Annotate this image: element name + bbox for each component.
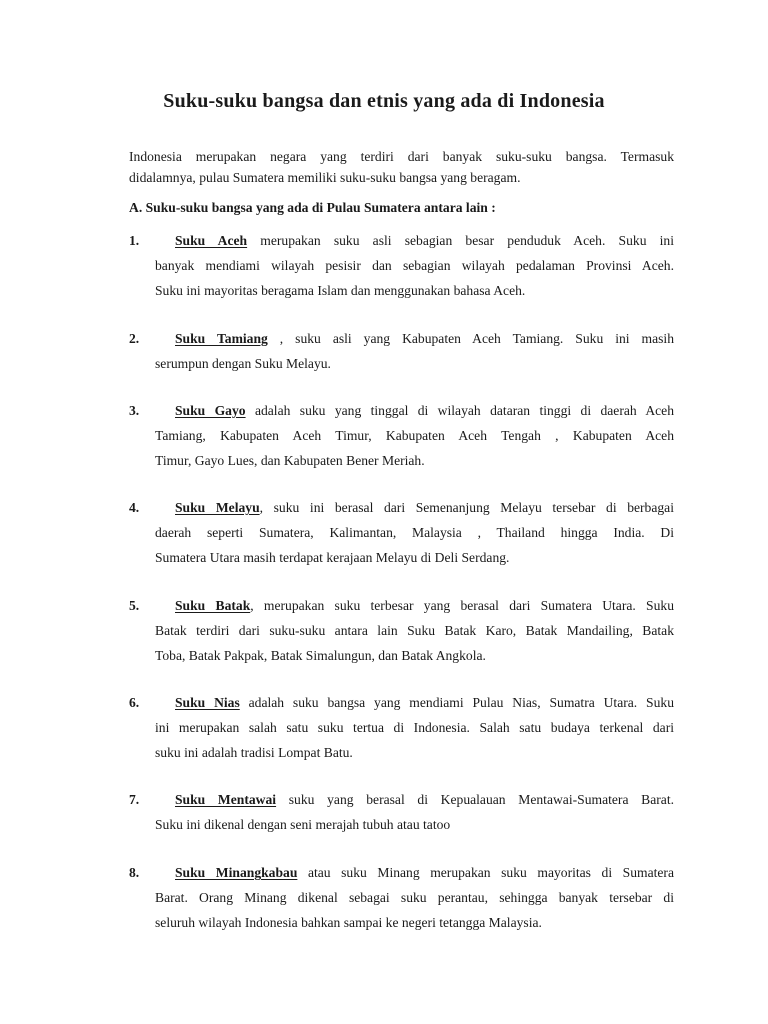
- list-item-text: [155, 860, 674, 935]
- list-item-number: 8.: [129, 865, 140, 880]
- list-item-line: seluruh wilayah Indonesia bahkan sampai ke negeri tetangga Malaysia.: [155, 915, 542, 930]
- list-item-line: banyak mendiami wilayah pesisir dan sebagian wilayah pedalaman Provinsi Aceh.: [155, 258, 674, 273]
- list-item: [129, 593, 674, 668]
- list-item-number: 1.: [129, 233, 140, 248]
- list-item-line: Sumatera Utara masih terdapat kerajaan Melayu di Deli Serdang.: [155, 550, 510, 565]
- list-item-line: Suku Minangkabau atau suku Minang merupakan suku mayoritas di Sumatera: [175, 865, 674, 880]
- list-item-line: Suku ini mayoritas beragama Islam dan menggunakan bahasa Aceh.: [155, 283, 526, 298]
- list-item: [129, 495, 674, 570]
- list-item-line: Suku Mentawai suku yang berasal di Kepualauan Mentawai-Sumatera Barat.: [175, 792, 675, 807]
- list-item-text: [155, 593, 674, 668]
- ethnic-group-term: Suku Batak: [175, 598, 251, 613]
- list-item-number: 4.: [129, 500, 140, 515]
- list-item: [129, 787, 674, 837]
- ethnic-group-term: Suku Melayu: [175, 500, 260, 515]
- list-item-line: Toba, Batak Pakpak, Batak Simalungun, dan Batak Angkola.: [155, 648, 486, 663]
- list-item-line: Timur, Gayo Lues, dan Kabupaten Bener Meriah.: [155, 453, 425, 468]
- list-item: [129, 860, 674, 935]
- list-item-text: [155, 326, 674, 376]
- list-item-number: 7.: [129, 792, 140, 807]
- list-item-text: [155, 787, 674, 837]
- list-item-line: daerah seperti Sumatera, Kalimantan, Malaysia , Thailand hingga India. Di: [155, 525, 674, 540]
- list-item-line: Suku Melayu, suku ini berasal dari Semenanjung Melayu tersebar di berbagai: [175, 500, 674, 515]
- list-item-line: Suku Nias adalah suku bangsa yang mendiami Pulau Nias, Sumatra Utara. Suku: [175, 695, 674, 710]
- list-item-line: Suku Tamiang , suku asli yang Kabupaten Aceh Tamiang. Suku ini masih: [175, 331, 675, 346]
- list-item-line: Suku Gayo adalah suku yang tinggal di wilayah dataran tinggi di daerah Aceh: [175, 403, 674, 418]
- ethnic-group-term: Suku Minangkabau: [175, 865, 298, 880]
- list-item: [129, 228, 674, 303]
- list-item-number: 3.: [129, 403, 140, 418]
- list-item-text: [155, 495, 674, 570]
- ethnic-group-term: Suku Mentawai: [175, 792, 277, 807]
- list-item-line: Barat. Orang Minang dikenal sebagai suku perantau, sehingga banyak tersebar di: [155, 890, 674, 905]
- list-item: [129, 690, 674, 765]
- list-item-number: 2.: [129, 331, 140, 346]
- list-item: [129, 398, 674, 473]
- list-item-text: [155, 398, 674, 473]
- intro-line: Indonesia merupakan negara yang terdiri dari banyak suku-suku bangsa. Termasuk: [129, 149, 674, 164]
- list-item-line: Suku Aceh merupakan suku asli sebagian besar penduduk Aceh. Suku ini: [175, 233, 674, 248]
- list-item-line: Suku ini dikenal dengan seni merajah tubuh atau tatoo: [155, 817, 451, 832]
- list-item-line: Tamiang, Kabupaten Aceh Timur, Kabupaten Aceh Tengah , Kabupaten Aceh: [155, 428, 674, 443]
- ethnic-group-term: Suku Aceh: [175, 233, 248, 248]
- list-item-text: [155, 228, 674, 303]
- list-item-text: [155, 690, 674, 765]
- list-item-line: suku ini adalah tradisi Lompat Batu.: [155, 745, 353, 760]
- list-item-line: ini merupakan salah satu suku tertua di Indonesia. Salah satu budaya terkenal dari: [155, 720, 674, 735]
- list-item-number: 6.: [129, 695, 140, 710]
- list-item: [129, 326, 674, 376]
- list-item-line: Suku Batak, merupakan suku terbesar yang berasal dari Sumatera Utara. Suku: [175, 598, 674, 613]
- intro-paragraph: [129, 146, 674, 188]
- intro-line: didalamnya, pulau Sumatera memiliki suku-suku bangsa yang beragam.: [129, 170, 521, 185]
- page-title: Suku-suku bangsa dan etnis yang ada di Indonesia: [163, 90, 605, 112]
- ethnic-group-term: Suku Tamiang: [175, 331, 268, 346]
- ethnic-group-term: Suku Gayo: [175, 403, 246, 418]
- list-item-line: serumpun dengan Suku Melayu.: [155, 356, 331, 371]
- section-heading: A. Suku-suku bangsa yang ada di Pulau Sumatera antara lain :: [129, 200, 496, 215]
- list-item-line: Batak terdiri dari suku-suku antara lain Suku Batak Karo, Batak Mandailing, Batak: [155, 623, 674, 638]
- list-item-number: 5.: [129, 598, 140, 613]
- ethnic-group-term: Suku Nias: [175, 695, 240, 710]
